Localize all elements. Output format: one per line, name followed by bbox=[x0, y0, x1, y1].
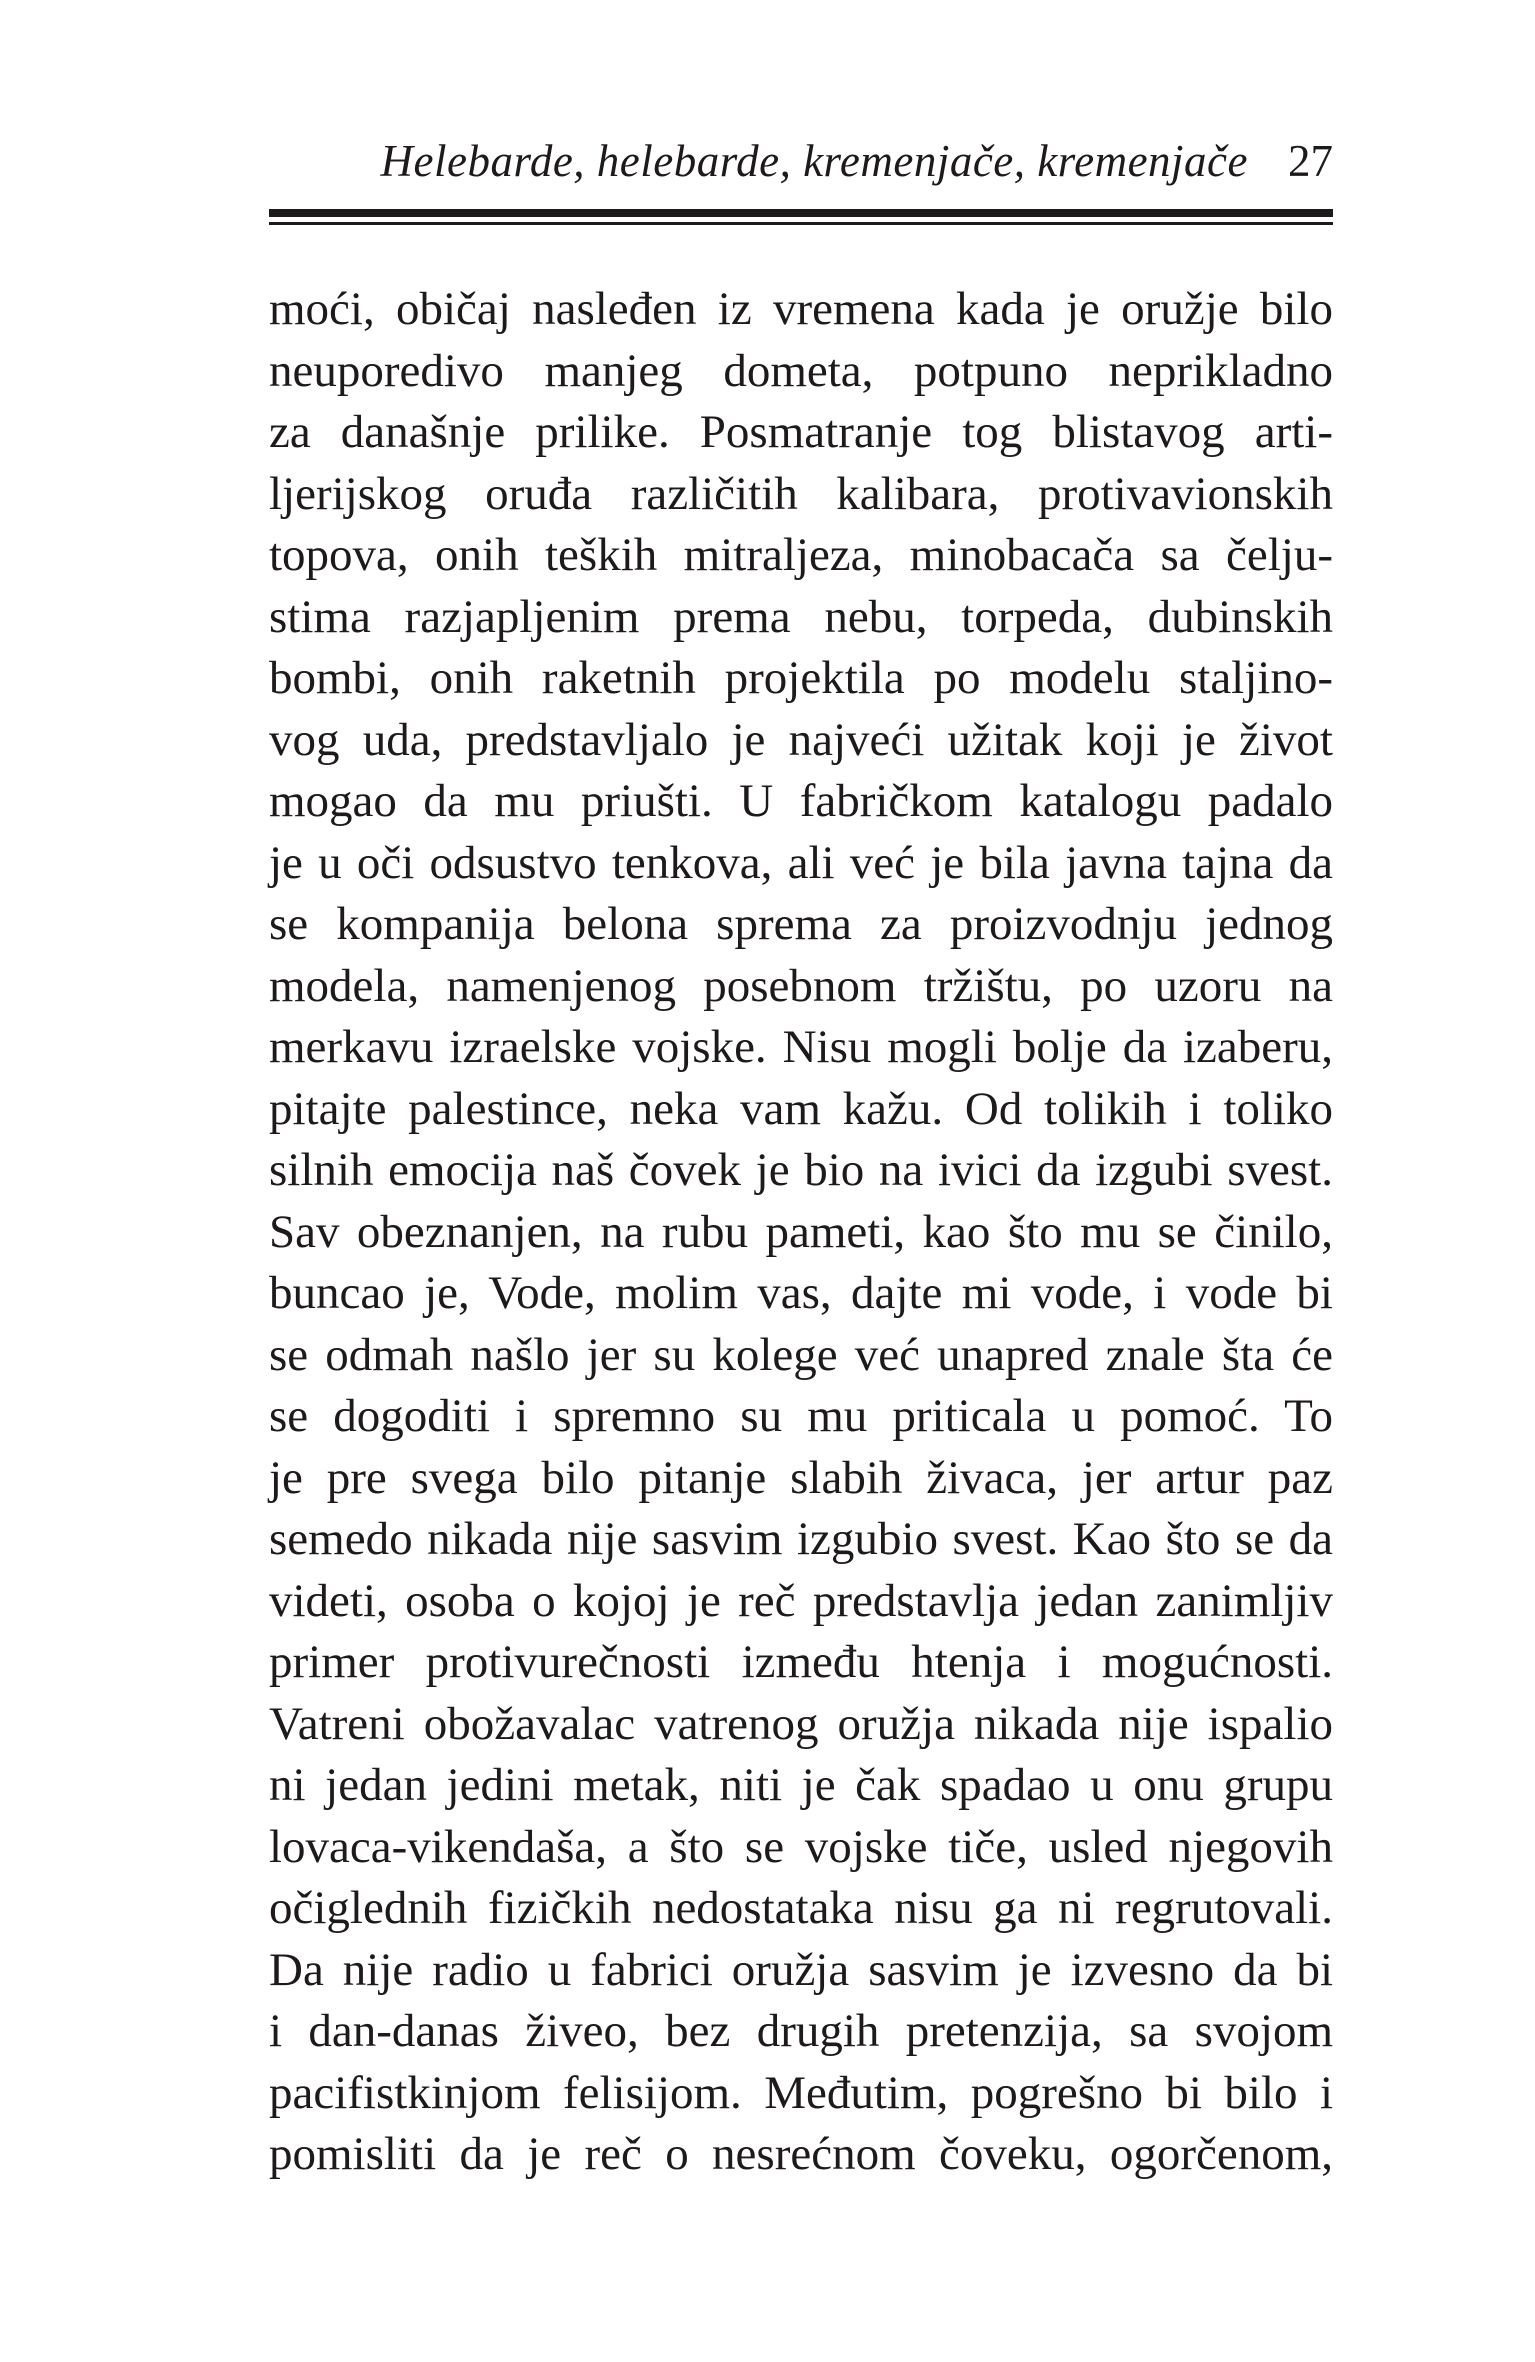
body-line: primer protivurečnosti između htenja i mogućnosti. bbox=[269, 1636, 1333, 1688]
body-line: silnih emocija naš čovek je bio na ivici da izgubi svest. bbox=[269, 1144, 1333, 1196]
body-line: moći, običaj nasleđen iz vremena kada je oružje bilo bbox=[269, 283, 1333, 335]
body-line: je u oči odsustvo tenkova, ali već je bila javna tajna da bbox=[269, 836, 1333, 889]
body-line: Da nije radio u fabrici oružja sasvim je izvesno da bi bbox=[269, 1943, 1333, 1996]
body-line: Vatreni obožavalac vatrenog oružja nikada nije ispalio bbox=[269, 1697, 1333, 1750]
body-line: se kompanija belona sprema za proizvodnju jednog bbox=[269, 898, 1333, 950]
body-line: mogao da mu priušti. U fabričkom katalogu padalo bbox=[269, 775, 1333, 827]
body-line: se dogoditi i spremno su mu priticala u pomoć. To bbox=[269, 1390, 1333, 1442]
body-line: merkavu izraelske vojske. Nisu mogli bolje da izaberu, bbox=[269, 1021, 1333, 1073]
body-line: vog uda, predstavljalo je najveći užitak koji je život bbox=[269, 713, 1333, 766]
body-line: očiglednih fizičkih nedostataka nisu ga ni regrutovali. bbox=[269, 1882, 1333, 1934]
header-rule bbox=[269, 209, 1333, 225]
body-line: stima razjapljenim prema nebu, torpeda, dubinskih bbox=[269, 590, 1333, 643]
body-line: za današnje prilike. Posmatranje tog blistavog arti- bbox=[269, 406, 1333, 458]
body-text bbox=[269, 279, 1333, 2186]
body-line: ljerijskog oruđa različitih kalibara, protivavionskih bbox=[269, 467, 1333, 520]
body-line: se odmah našlo jer su kolege već unapred znale šta će bbox=[269, 1328, 1333, 1381]
body-line: buncao je, Vode, molim vas, dajte mi vode, i vode bi bbox=[269, 1267, 1333, 1319]
body-line: semedo nikada nije sasvim izgubio svest. Kao što se da bbox=[269, 1513, 1333, 1565]
body-line: pitajte palestince, neka vam kažu. Od tolikih i toliko bbox=[269, 1082, 1333, 1135]
running-header bbox=[269, 136, 1333, 186]
body-line: modela, namenjenog posebnom tržištu, po uzoru na bbox=[269, 959, 1333, 1012]
body-line: lovaca-vikendaša, a što se vojske tiče, usled njegovih bbox=[269, 1820, 1333, 1873]
body-line: Sav obeznanjen, na rubu pameti, kao što mu se činilo, bbox=[269, 1205, 1333, 1258]
body-line: topova, onih teških mitraljeza, minobacača sa čelju- bbox=[269, 529, 1333, 581]
body-line: je pre svega bilo pitanje slabih živaca, jer artur paz bbox=[269, 1451, 1333, 1504]
body-line: neuporedivo manjeg dometa, potpuno neprikladno bbox=[269, 344, 1333, 397]
body-line: bombi, onih raketnih projektila po modelu staljino- bbox=[269, 652, 1333, 704]
body-line: ni jedan jedini metak, niti je čak spadao u onu grupu bbox=[269, 1759, 1333, 1811]
page-number: 27 bbox=[1288, 136, 1333, 186]
body-line: videti, osoba o kojoj je reč predstavlja jedan zanimljiv bbox=[269, 1574, 1333, 1627]
body-line: pomisliti da je reč o nesrećnom čoveku, ogorčenom, bbox=[269, 2128, 1333, 2180]
running-header-title: Helebarde, helebarde, kremenjače, kremenjače bbox=[380, 136, 1248, 186]
body-line: i dan-danas živeo, bez drugih pretenzija, sa svojom bbox=[269, 2005, 1333, 2057]
body-line: pacifistkinjom felisijom. Međutim, pogrešno bi bilo i bbox=[269, 2066, 1333, 2119]
